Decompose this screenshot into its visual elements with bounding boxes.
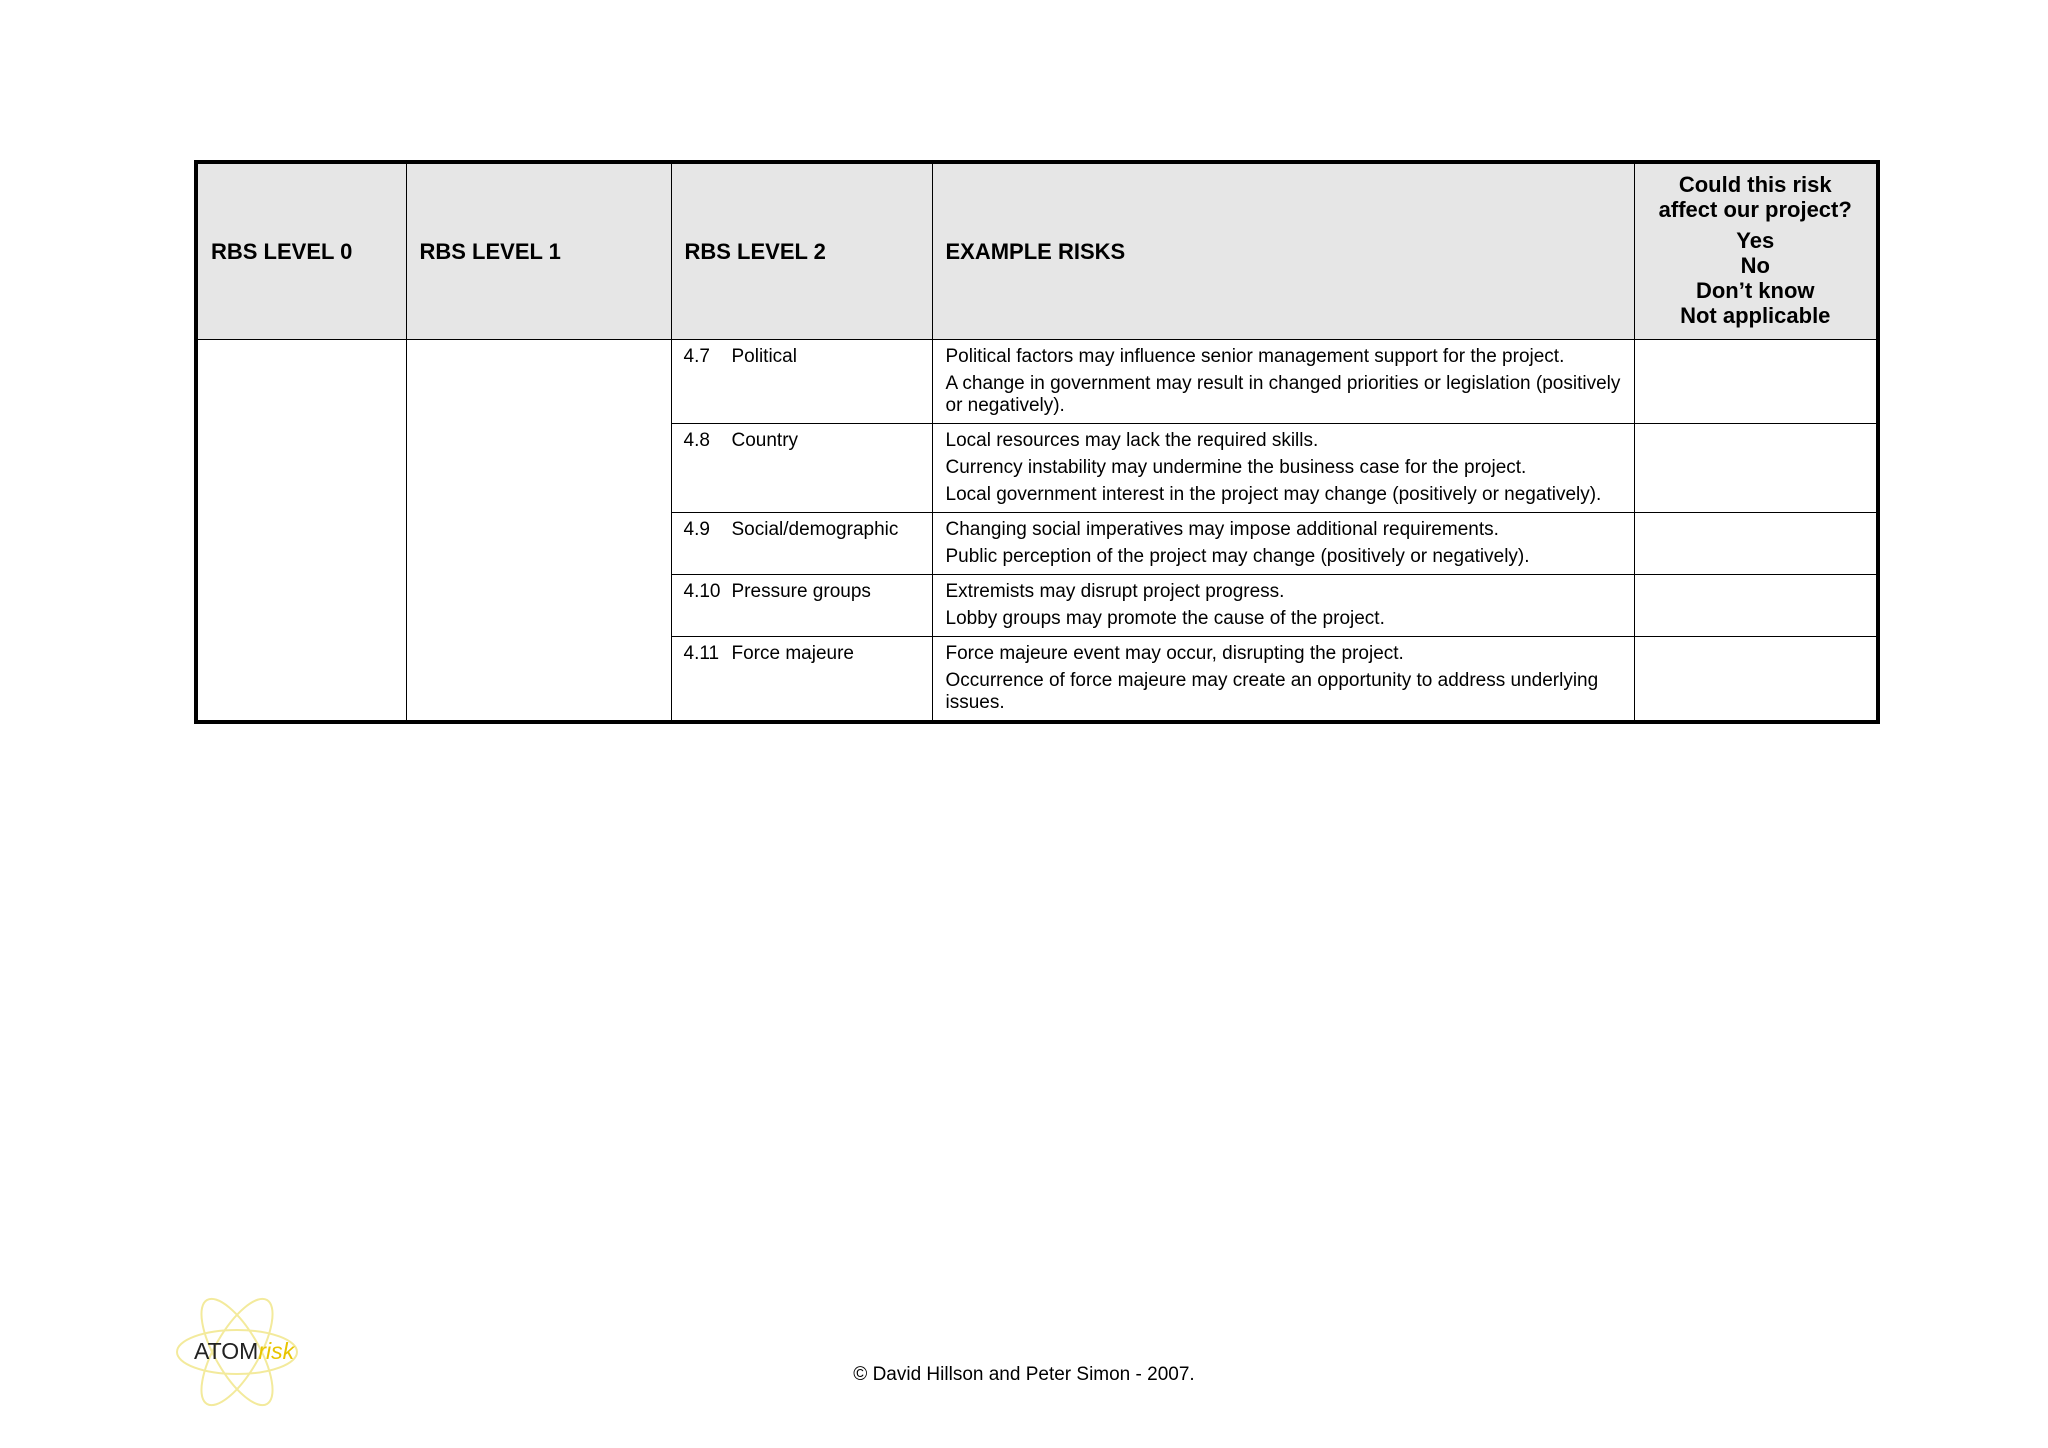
- option-not-applicable: Not applicable: [1680, 303, 1831, 328]
- table-row: [196, 340, 1878, 424]
- rbs-category: Social/demographic: [731, 519, 899, 540]
- example-risks-cell: [932, 513, 1634, 575]
- copyright-footer: © David Hillson and Peter Simon - 2007.: [853, 1364, 1195, 1385]
- logo-wordmark: ATOMrisk: [194, 1338, 295, 1364]
- rbs-table: [194, 160, 1880, 724]
- risk-text: Changing social imperatives may impose additional requirements.: [945, 519, 1499, 540]
- answer-cell[interactable]: [1634, 513, 1878, 575]
- answer-cell[interactable]: [1634, 340, 1878, 424]
- option-no: No: [1740, 253, 1770, 278]
- answer-cell[interactable]: [1634, 637, 1878, 723]
- rbs-category: Political: [731, 346, 797, 367]
- risk-text: Public perception of the project may change (positively or negatively).: [945, 546, 1530, 567]
- rbs-level-2-cell: [671, 513, 932, 575]
- could-affect-line-2: affect our project?: [1658, 197, 1852, 222]
- rbs-category: Force majeure: [731, 643, 854, 664]
- rbs-code: 4.8: [683, 430, 710, 451]
- option-yes: Yes: [1736, 228, 1775, 253]
- rbs-level-2-cell: [671, 637, 932, 723]
- example-risks-cell: [932, 424, 1634, 513]
- header-could-affect: [1634, 162, 1878, 340]
- option-dont-know: Don’t know: [1695, 278, 1815, 303]
- risk-text: Political factors may influence senior management support for the project.: [945, 346, 1565, 367]
- example-risks-cell: [932, 340, 1634, 424]
- answer-options: [1635, 228, 1877, 328]
- risk-text: Local resources may lack the required skills.: [945, 430, 1319, 451]
- example-risks-cell: [932, 575, 1634, 637]
- header-rbs-level-2: RBS LEVEL 2: [671, 162, 932, 340]
- rbs-code: 4.10: [683, 581, 721, 602]
- could-affect-line-1: Could this risk: [1678, 172, 1832, 197]
- header-rbs-level-0: RBS LEVEL 0: [196, 162, 406, 340]
- risk-text: Occurrence of force majeure may create an opportunity to address underlying issues.: [945, 670, 1599, 713]
- header-rbs-level-1: RBS LEVEL 1: [406, 162, 671, 340]
- risk-text: Lobby groups may promote the cause of the project.: [945, 608, 1385, 629]
- risk-text: A change in government may result in changed priorities or legislation (positively or negatively).: [945, 373, 1621, 416]
- answer-cell[interactable]: [1634, 575, 1878, 637]
- rbs-code: 4.11: [683, 643, 720, 664]
- atom-risk-logo: [170, 1290, 305, 1415]
- example-risks-cell: [932, 637, 1634, 723]
- rbs-category: Country: [731, 430, 799, 451]
- rbs-level-1-cell: [406, 340, 671, 723]
- rbs-level-2-cell: [671, 575, 932, 637]
- rbs-category: Pressure groups: [731, 581, 871, 602]
- answer-cell[interactable]: [1634, 424, 1878, 513]
- rbs-level-0-cell: [196, 340, 406, 723]
- rbs-code: 4.9: [683, 519, 710, 540]
- rbs-level-2-cell: [671, 424, 932, 513]
- rbs-code: 4.7: [683, 346, 710, 367]
- rbs-level-2-cell: [671, 340, 932, 424]
- risk-text: Currency instability may undermine the business case for the project.: [945, 457, 1527, 478]
- header-example-risks: EXAMPLE RISKS: [932, 162, 1634, 340]
- risk-text: Local government interest in the project may change (positively or negatively).: [945, 484, 1602, 505]
- risk-text: Force majeure event may occur, disrupting the project.: [945, 643, 1404, 664]
- header-row: [196, 162, 1878, 340]
- risk-text: Extremists may disrupt project progress.: [945, 581, 1285, 602]
